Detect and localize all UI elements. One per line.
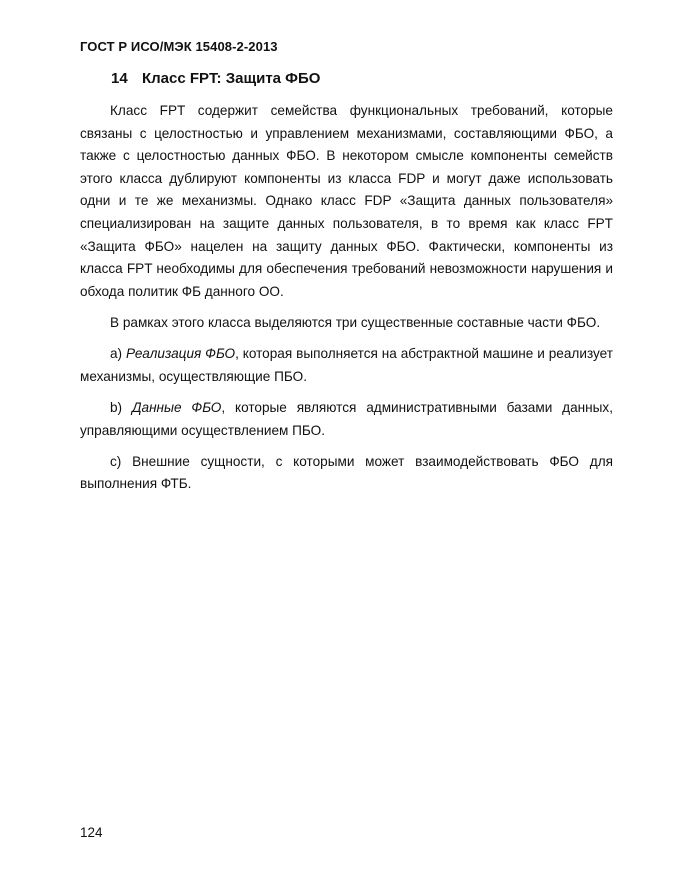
list-item-b bbox=[80, 397, 613, 442]
list-item-c bbox=[80, 451, 613, 496]
section-title: Класс FPT: Защита ФБО bbox=[142, 70, 321, 87]
section-heading bbox=[111, 70, 320, 87]
list-item-a bbox=[80, 343, 613, 388]
section-number: 14 bbox=[111, 70, 128, 87]
document-code-header: ГОСТ Р ИСО/МЭК 15408-2-2013 bbox=[80, 39, 278, 54]
list-text-c: Внешние сущности, с которыми может взаимодействовать ФБО для выполнения ФТБ. bbox=[80, 453, 613, 492]
body-text bbox=[80, 100, 613, 504]
list-term-a: Реализация ФБО bbox=[125, 346, 236, 362]
list-marker-b: b) bbox=[110, 399, 123, 415]
list-term-b: Данные ФБО bbox=[131, 399, 222, 415]
list-marker-a: a) bbox=[110, 346, 123, 362]
paragraph-parts-intro: В рамках этого класса выделяются три существенные составные части ФБО. bbox=[110, 314, 601, 330]
list-text-a: , которая выполняется на абстрактной машине и реализует механизмы, осуществляющие ПБО. bbox=[80, 346, 613, 384]
page-number: 124 bbox=[80, 825, 103, 840]
list-text-b: , которые являются административными базами данных, управляющими осуществлением ПБО. bbox=[80, 399, 613, 438]
list-marker-c: c) bbox=[110, 453, 122, 469]
paragraph-intro: Класс FPT содержит семейства функциональных требований, которые связаны с целостностью и управлением механизмами, составляющими ФБО, а также с целостностью данных ФБО. В некотором смысле компоненты семейств этого класса дублируют компоненты из класса FDP и могут даже использовать одни и те же механизмы. Однако класс FDP «Защита данных пользователя» специализирован на защите данных пользователя, в то время как класс FPT «Защита ФБО» нацелен на защиту данных ФБО. Фактически, компоненты из класса FPT необходимы для обеспечения требований невозможности нарушения и обхода политик ФБ данного ОО. bbox=[80, 103, 613, 299]
